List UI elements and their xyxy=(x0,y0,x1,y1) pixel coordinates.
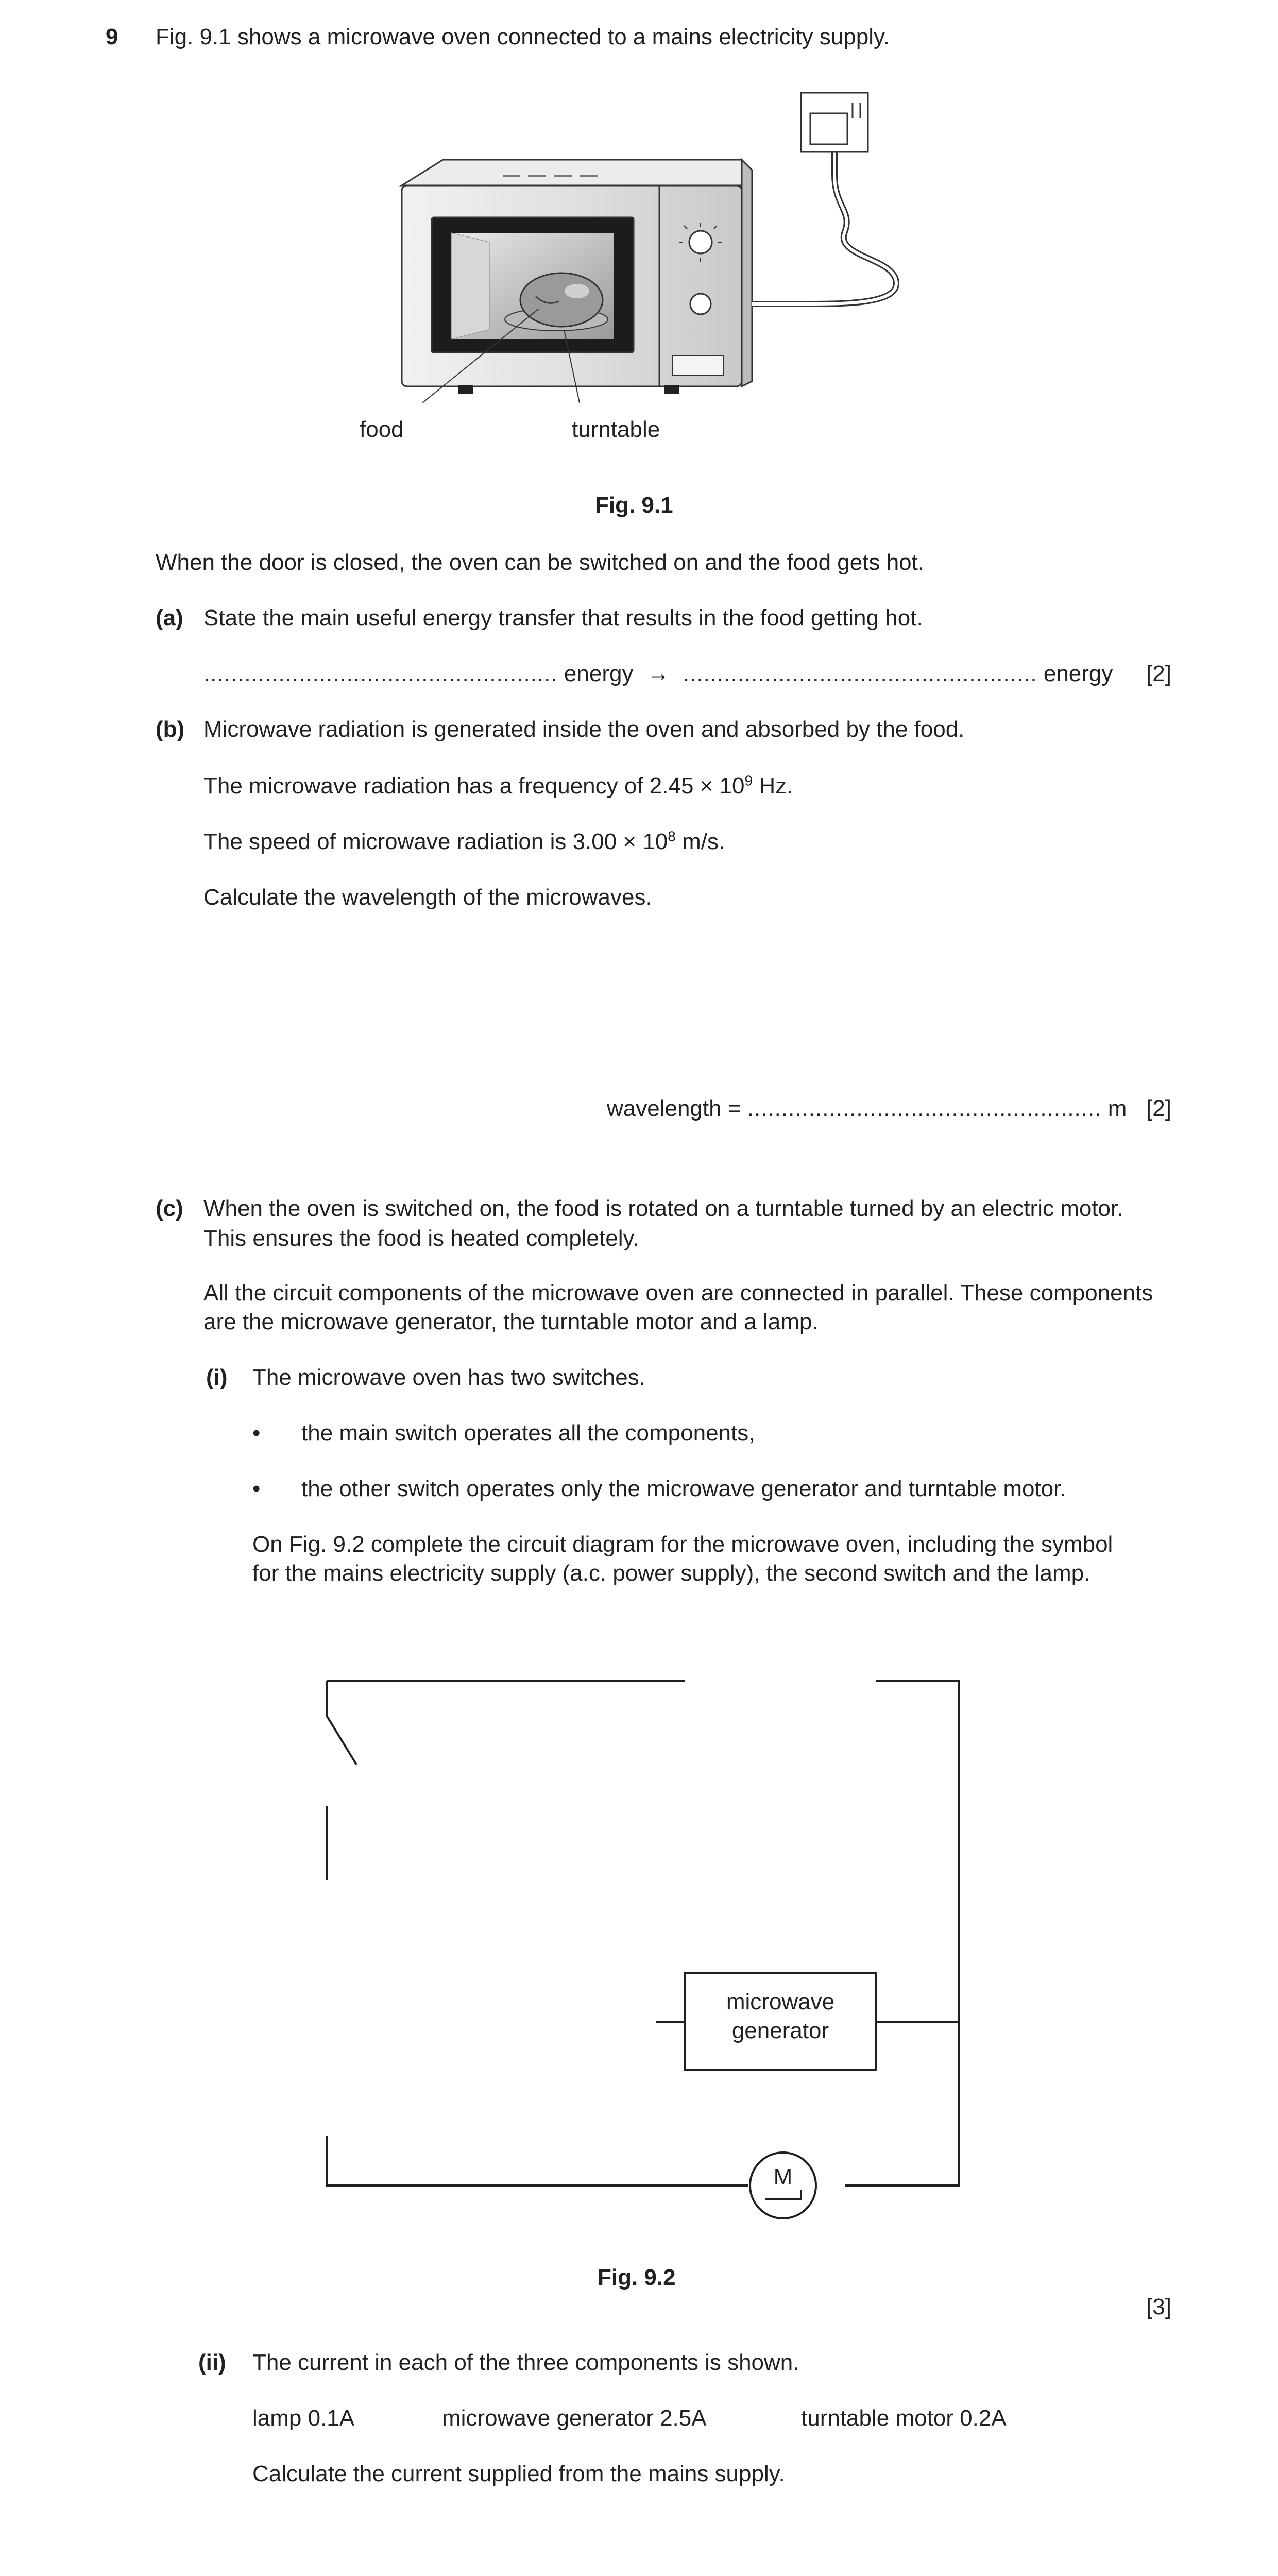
part-c-i-text: The microwave oven has two switches. xyxy=(252,1365,645,1390)
part-c-label: (c) xyxy=(156,1196,183,1221)
bullet-icon: • xyxy=(252,1420,261,1446)
part-a-answer-line xyxy=(203,660,1113,688)
answer-dots: .................................................... xyxy=(747,1096,1102,1121)
part-a-label: (a) xyxy=(156,605,183,631)
turntable-label: turntable xyxy=(572,417,660,442)
circuit-wire-top-right xyxy=(845,1681,959,2185)
food-label: food xyxy=(360,417,404,442)
part-c-i-label: (i) xyxy=(206,1365,228,1390)
question-number: 9 xyxy=(106,24,118,49)
part-c-text-2: This ensures the food is heated completely. xyxy=(203,1226,639,1251)
question-intro: Fig. 9.1 shows a microwave oven connected to a mains electricity supply. xyxy=(156,24,890,49)
unit: m xyxy=(1107,1096,1127,1121)
fig-9-2-marks: [3] xyxy=(1146,2294,1171,2319)
circuit-diagram xyxy=(309,1669,979,2226)
part-a-marks: [2] xyxy=(1146,661,1171,686)
energy-word: energy xyxy=(564,661,634,686)
wavelength-answer-line xyxy=(607,1095,1127,1123)
microwave-oven-figure xyxy=(350,88,922,453)
bullet-icon: • xyxy=(252,1476,261,1501)
plug xyxy=(810,113,847,144)
oven-side xyxy=(742,160,752,386)
part-c-ii-label: (ii) xyxy=(198,2350,226,2375)
fig-9-1-caption: Fig. 9.1 xyxy=(595,493,673,518)
food xyxy=(520,273,603,327)
power-cable xyxy=(752,149,896,304)
context-text: When the door is closed, the oven can be switched on and the food gets hot. xyxy=(156,550,925,575)
power-dial xyxy=(690,294,711,314)
part-c-text-1: When the oven is switched on, the food is rotated on a turntable turned by an electric motor. xyxy=(203,1196,1123,1221)
part-b-label: (b) xyxy=(156,717,185,742)
part-c-i-instruction-1: On Fig. 9.2 complete the circuit diagram for the microwave oven, including the symbol xyxy=(252,1532,1113,1557)
timer-dial xyxy=(689,231,712,253)
part-c-ii-instruction: Calculate the current supplied from the mains supply. xyxy=(252,2461,785,2486)
part-c-i-instruction-2: for the mains electricity supply (a.c. power supply), the second switch and the lamp. xyxy=(252,1561,1090,1586)
generator-current: microwave generator 2.5A xyxy=(442,2405,707,2431)
generator-label-2: generator xyxy=(731,2018,829,2043)
switch-blade xyxy=(327,1716,356,1765)
lamp-current: lamp 0.1A xyxy=(252,2405,355,2431)
circuit-wire-bottom-left xyxy=(327,2136,748,2185)
speed-text: The speed of microwave radiation is $3.00 \times 10^8$ m/s. xyxy=(203,828,725,854)
part-b-text: Microwave radiation is generated inside the oven and absorbed by the food. xyxy=(203,717,965,742)
fig-9-2-caption: Fig. 9.2 xyxy=(598,2265,676,2290)
part-c-para-2: are the microwave generator, the turntable motor and a lamp. xyxy=(203,1309,819,1334)
energy-word: energy xyxy=(1043,661,1113,686)
part-c-ii-text: The current in each of the three components is shown. xyxy=(252,2350,799,2375)
part-b-instruction: Calculate the wavelength of the microwaves. xyxy=(203,885,652,910)
arrow-icon: → xyxy=(646,661,670,686)
frequency-text: The microwave radiation has a frequency of $2.45 \times 10^9$ Hz. xyxy=(203,772,793,799)
answer-dots: .................................................... xyxy=(683,661,1037,686)
part-c-para-1: All the circuit components of the microwave oven are connected in parallel. These components xyxy=(203,1280,1153,1306)
part-a-text: State the main useful energy transfer that results in the food getting hot. xyxy=(203,605,923,631)
answer-label: wavelength = xyxy=(607,1096,741,1121)
motor-current: turntable motor 0.2A xyxy=(801,2405,1007,2431)
part-b-marks: [2] xyxy=(1146,1096,1171,1121)
answer-dots: .................................................... xyxy=(203,661,558,686)
generator-label-1: microwave xyxy=(726,1989,835,2014)
oven-top xyxy=(402,160,742,185)
motor-label: M xyxy=(773,2164,793,2190)
door-release-button xyxy=(672,355,724,375)
bullet-2-text: the other switch operates only the microwave generator and turntable motor. xyxy=(301,1476,1066,1501)
bullet-1-text: the main switch operates all the components, xyxy=(301,1420,755,1446)
